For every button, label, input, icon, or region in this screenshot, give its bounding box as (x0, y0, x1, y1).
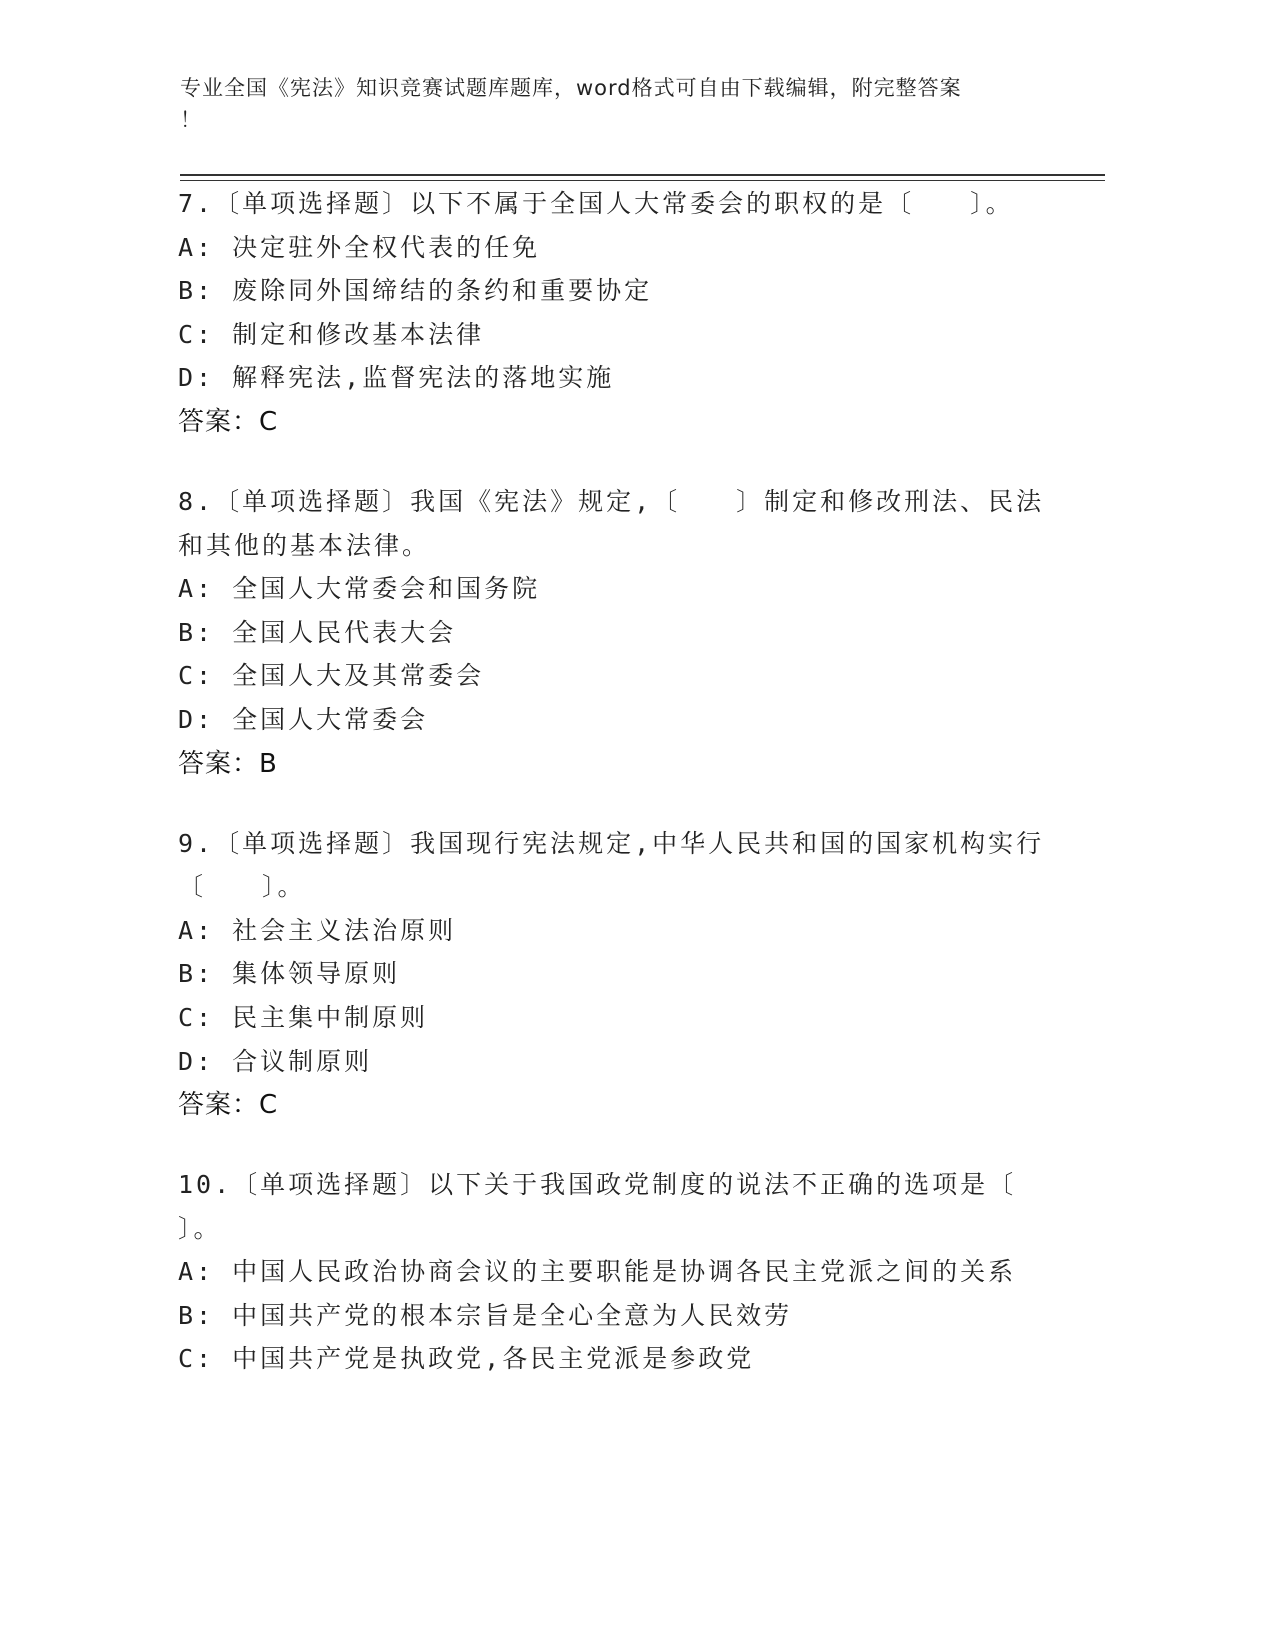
question-stem-continued: 和其他的基本法律。 (178, 530, 431, 560)
header-divider-thin (180, 180, 1105, 181)
document-header (180, 72, 1060, 136)
answer-label: 答案：C (178, 1090, 279, 1121)
question-9 (178, 822, 1078, 1128)
answer-label: 答案：B (178, 748, 278, 779)
option-c: C: 中国共产党是执政党,各民主党派是参政党 (178, 1344, 755, 1374)
option-d: D: 全国人大常委会 (178, 704, 429, 734)
option-d: D: 解释宪法,监督宪法的落地实施 (178, 363, 615, 393)
option-b: B: 集体领导原则 (178, 959, 401, 989)
question-list (178, 182, 1078, 1417)
option-b: B: 中国共产党的根本宗旨是全心全意为人民效劳 (178, 1300, 793, 1330)
header-divider-thick (180, 174, 1105, 176)
option-c: C: 制定和修改基本法律 (178, 319, 485, 349)
option-b: B: 废除同外国缔结的条约和重要协定 (178, 276, 653, 306)
option-a: A: 全国人大常委会和国务院 (178, 574, 541, 604)
question-stem-continued: 〕。 (178, 1213, 222, 1243)
option-c: C: 全国人大及其常委会 (178, 661, 485, 691)
question-8 (178, 480, 1078, 786)
option-d: D: 合议制原则 (178, 1046, 373, 1076)
question-7 (178, 182, 1078, 444)
option-a: A: 中国人民政治协商会议的主要职能是协调各民主党派之间的关系 (178, 1257, 1017, 1287)
header-line-2: ！ (180, 108, 202, 132)
question-10 (178, 1163, 1078, 1381)
answer-label: 答案：C (178, 406, 279, 437)
question-stem: 8.〔单项选择题〕我国《宪法》规定,〔 〕制定和修改刑法、民法 (178, 486, 1045, 516)
option-b: B: 全国人民代表大会 (178, 617, 457, 647)
question-stem: 9.〔单项选择题〕我国现行宪法规定,中华人民共和国的国家机构实行 (178, 828, 1045, 858)
option-a: A: 决定驻外全权代表的任免 (178, 232, 541, 262)
header-line-1: 专业全国《宪法》知识竞赛试题库题库，word格式可自由下载编辑，附完整答案 (180, 76, 962, 100)
question-stem: 7.〔单项选择题〕以下不属于全国人大常委会的职权的是〔 〕。 (178, 189, 1014, 218)
option-a: A: 社会主义法治原则 (178, 915, 457, 945)
option-c: C: 民主集中制原则 (178, 1002, 429, 1032)
question-stem-continued: 〔 〕。 (178, 872, 306, 902)
question-stem: 10.〔单项选择题〕以下关于我国政党制度的说法不正确的选项是〔 (178, 1170, 1017, 1200)
